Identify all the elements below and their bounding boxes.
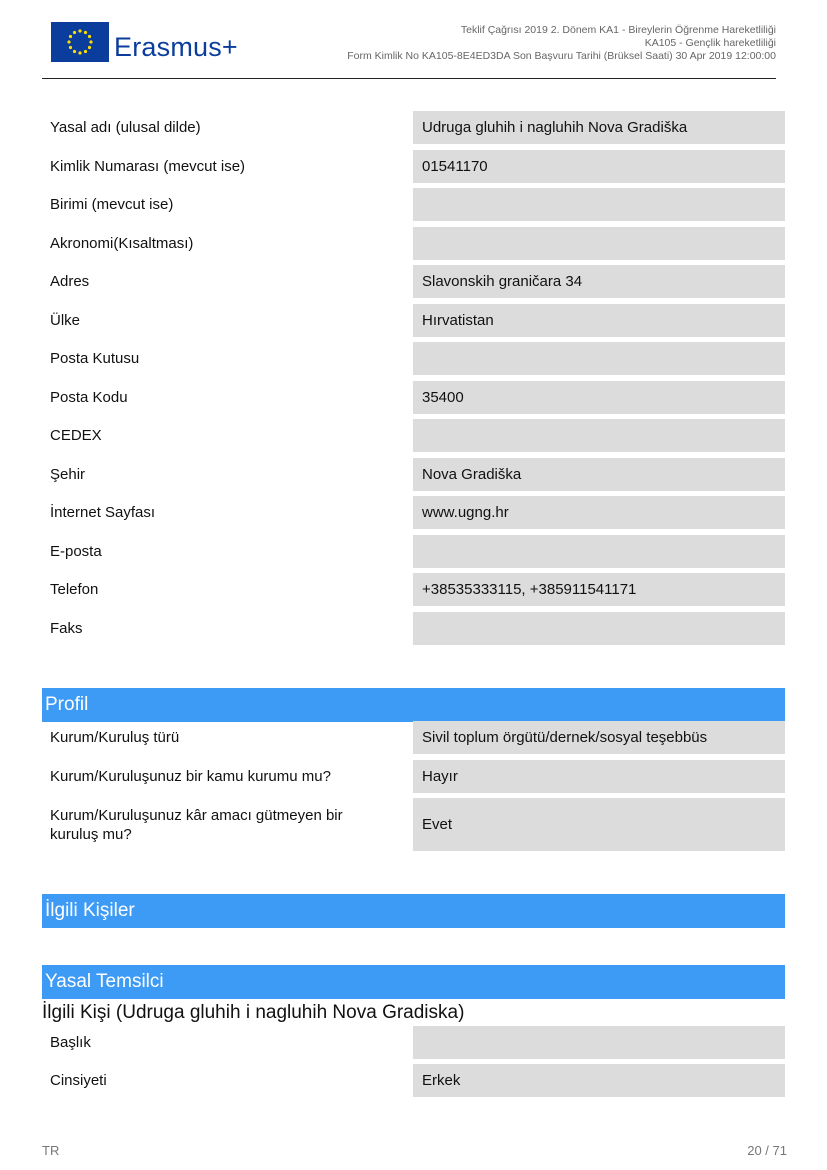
header-action-line: KA105 - Gençlik hareketliliği <box>644 37 776 49</box>
field-row <box>42 760 785 793</box>
field-label: Ülke <box>50 312 81 329</box>
field-label: Yasal adı (ulusal dilde) <box>50 119 201 136</box>
field-value: Slavonskih graničara 34 <box>413 265 785 298</box>
field-value: Evet <box>413 798 785 851</box>
field-label: Posta Kodu <box>50 389 128 406</box>
field-row <box>42 419 785 452</box>
field-label: Birimi (mevcut ise) <box>50 196 174 213</box>
section-header-ilgili-kisiler: İlgili Kişiler <box>42 894 785 928</box>
erasmus-logo-text: Erasmus+ <box>114 32 238 62</box>
field-row <box>42 265 785 298</box>
footer-language: TR <box>42 1143 60 1158</box>
field-value: +38535333115, +385911541171 <box>413 573 785 606</box>
field-value <box>413 1026 785 1059</box>
field-label: Adres <box>50 273 90 290</box>
footer-page-number: 20 / 71 <box>747 1143 787 1158</box>
eu-flag-icon <box>51 22 109 62</box>
field-value: 35400 <box>413 381 785 414</box>
field-label: İnternet Sayfası <box>50 504 156 521</box>
field-label: CEDEX <box>50 427 102 444</box>
field-value: Nova Gradiška <box>413 458 785 491</box>
field-value <box>413 419 785 452</box>
field-row <box>42 721 785 754</box>
field-label: Başlık <box>50 1034 91 1051</box>
field-row <box>42 150 785 183</box>
header-call-line: Teklif Çağrısı 2019 2. Dönem KA1 - Bireylerin Öğrenme Hareketliliği <box>460 24 776 36</box>
section-header-yasal-temsilci: Yasal Temsilci <box>42 965 785 999</box>
field-row <box>42 342 785 375</box>
field-label: Faks <box>50 620 83 637</box>
field-row <box>42 496 785 529</box>
field-value: Hırvatistan <box>413 304 785 337</box>
page-header <box>42 18 776 79</box>
field-value <box>413 535 785 568</box>
field-label: E-posta <box>50 543 102 560</box>
field-row <box>42 458 785 491</box>
section-header-profil: Profil <box>42 688 785 722</box>
field-label: Şehir <box>50 466 86 483</box>
field-value <box>413 342 785 375</box>
field-row <box>42 535 785 568</box>
field-label: Akronomi(Kısaltması) <box>50 235 194 252</box>
field-label: Kurum/Kuruluşunuz bir kamu kurumu mu? <box>50 768 331 785</box>
field-label: Posta Kutusu <box>50 350 140 367</box>
field-value <box>413 612 785 645</box>
field-value: Hayır <box>413 760 785 793</box>
field-row <box>42 1026 785 1059</box>
field-value: Sivil toplum örgütü/dernek/sosyal teşebbüs <box>413 721 785 754</box>
field-row <box>42 304 785 337</box>
contact-person-heading: İlgili Kişi (Udruga gluhih i nagluhih Nova Gradiska) <box>42 1002 465 1023</box>
header-info <box>347 24 776 63</box>
field-value <box>413 227 785 260</box>
field-row <box>42 111 785 144</box>
field-row <box>42 1064 785 1097</box>
field-label: Kurum/Kuruluşunuz kâr amacı gütmeyen bir kuruluş mu? <box>50 806 343 843</box>
field-row <box>42 798 785 851</box>
field-label: Kurum/Kuruluş türü <box>50 729 180 746</box>
field-row <box>42 573 785 606</box>
field-label: Telefon <box>50 581 99 598</box>
field-label: Cinsiyeti <box>50 1072 107 1089</box>
field-value: www.ugng.hr <box>413 496 785 529</box>
field-value <box>413 188 785 221</box>
field-value: Udruga gluhih i nagluhih Nova Gradiška <box>413 111 785 144</box>
header-form-line: Form Kimlik No KA105-8E4ED3DA Son Başvuru Tarihi (Brüksel Saati) 30 Apr 2019 12:00:00 <box>347 50 776 62</box>
field-row <box>42 227 785 260</box>
field-row <box>42 612 785 645</box>
field-value: 01541170 <box>413 150 785 183</box>
field-row <box>42 188 785 221</box>
field-row <box>42 381 785 414</box>
field-value: Erkek <box>413 1064 785 1097</box>
field-label: Kimlik Numarası (mevcut ise) <box>50 158 246 175</box>
